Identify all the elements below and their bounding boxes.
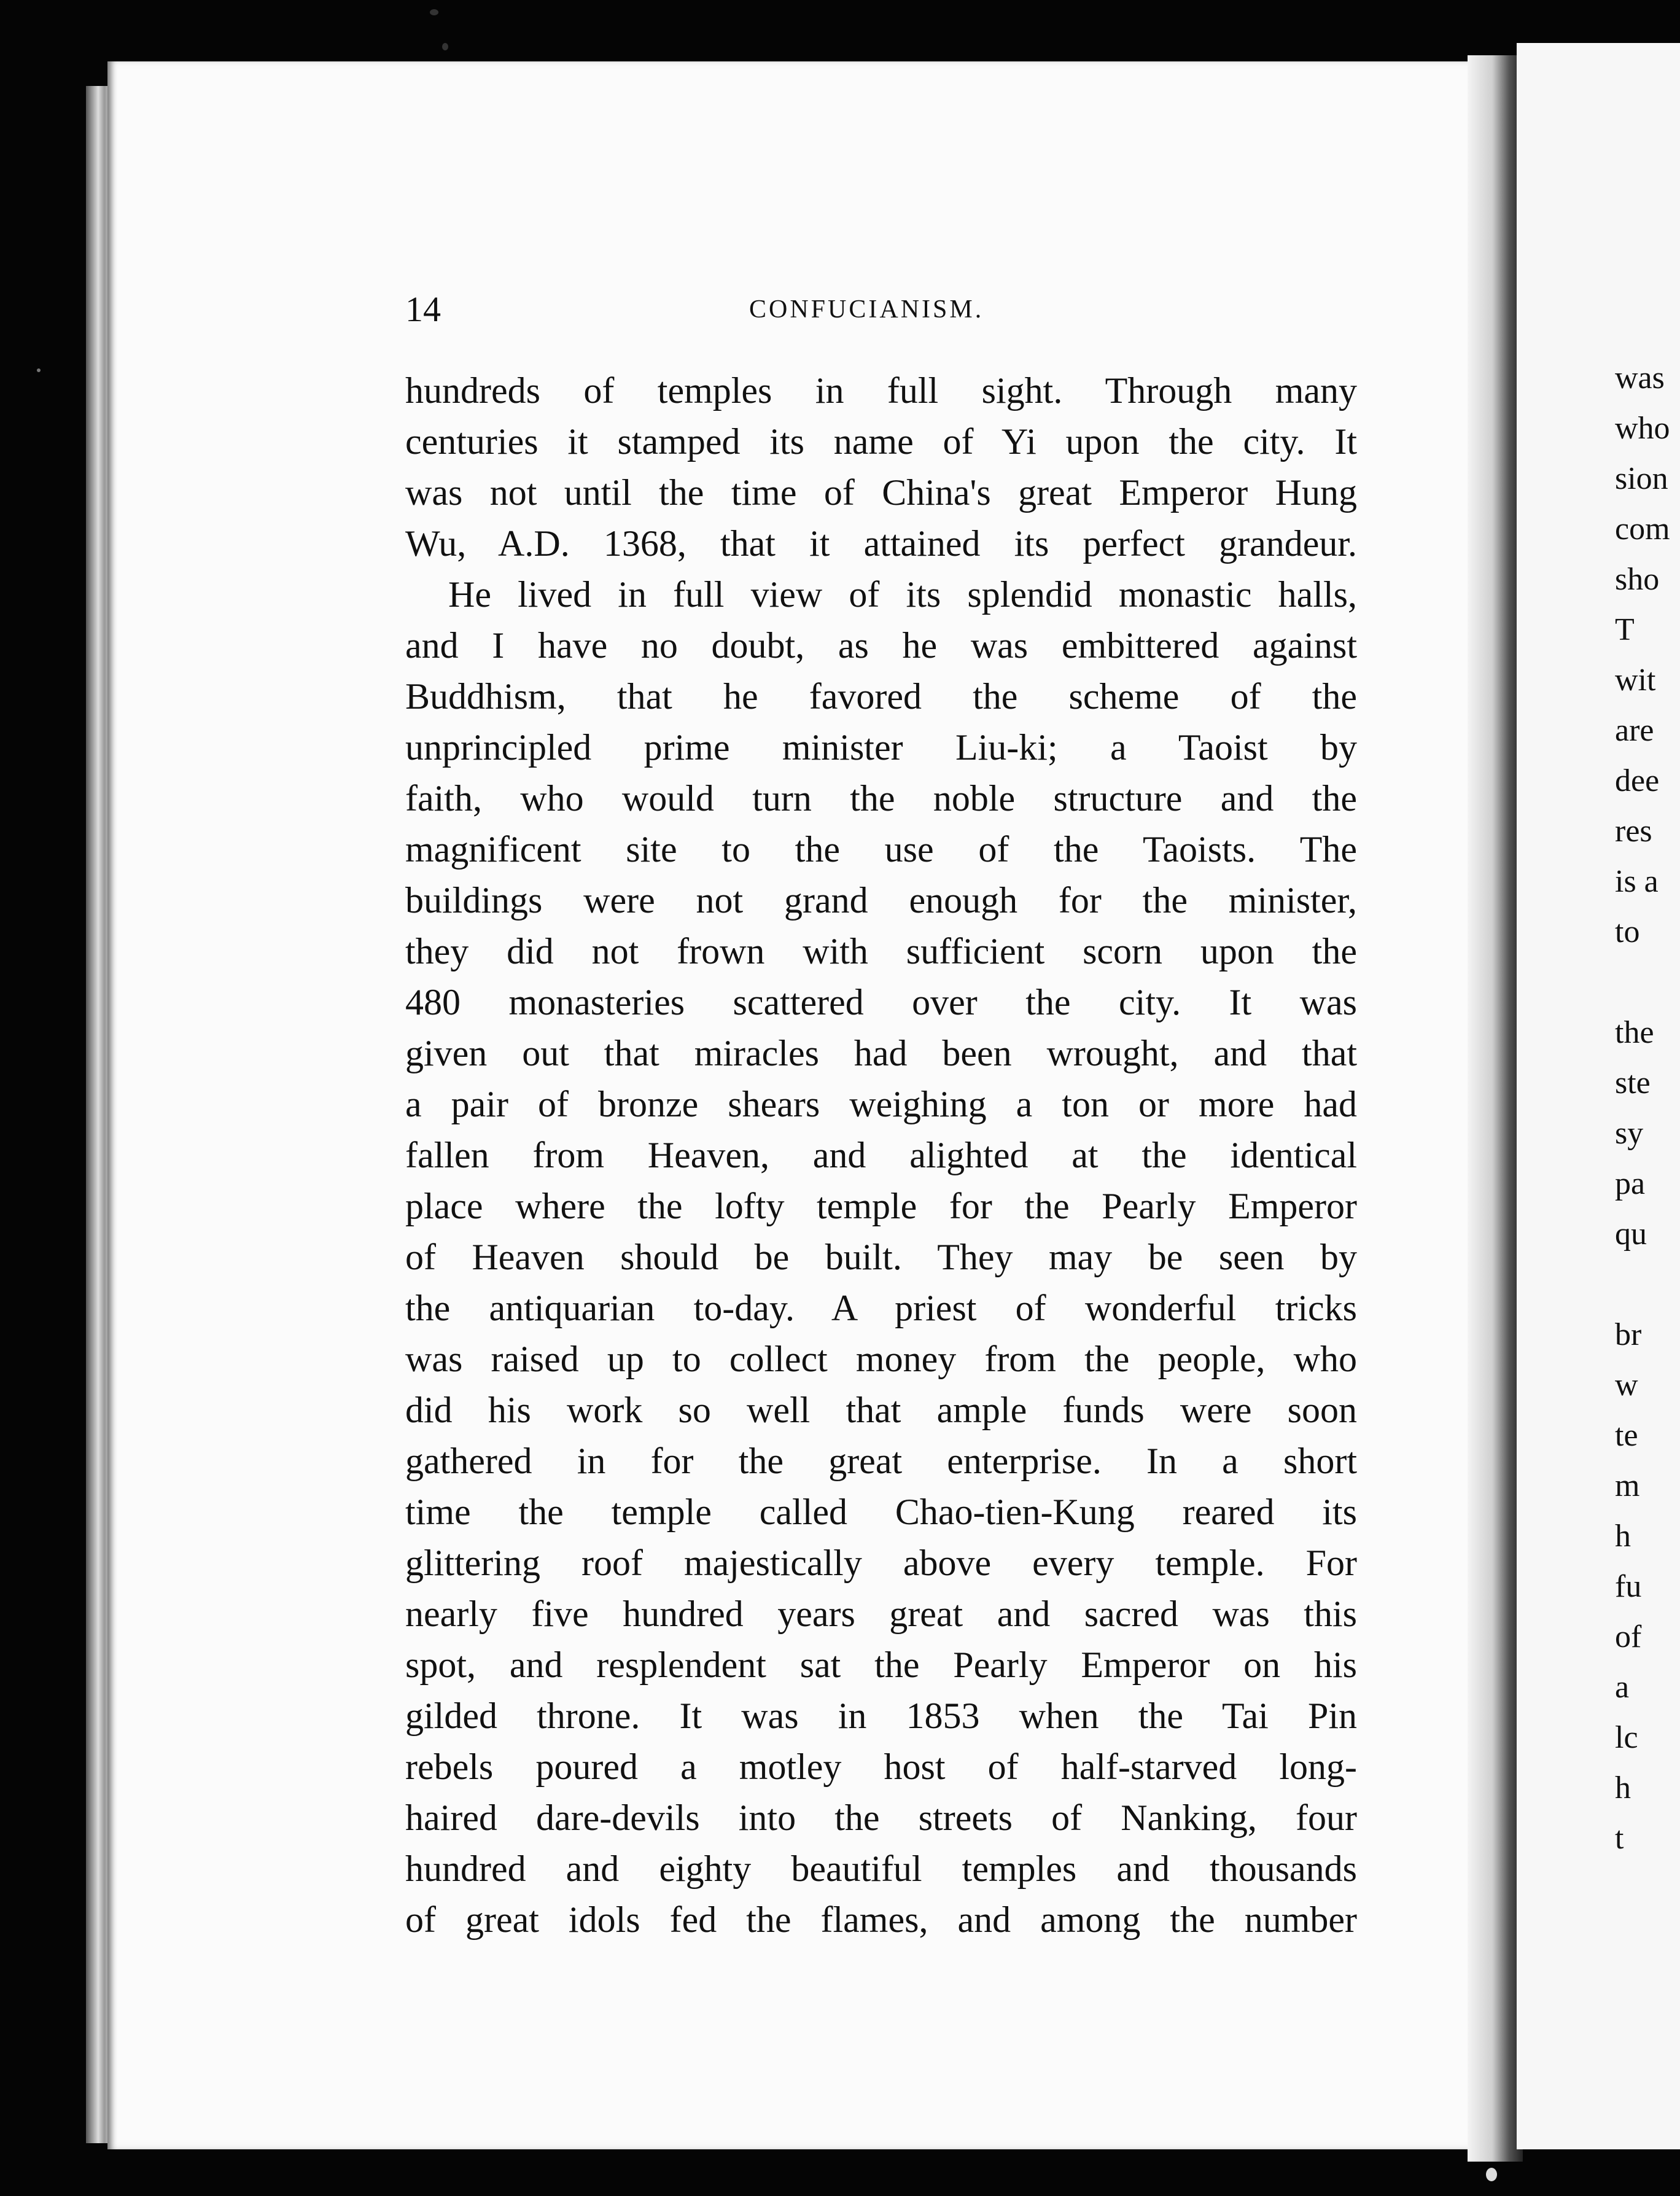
text-line: buildings were not grand enough for the minister, xyxy=(405,880,1357,921)
text-line: gathered in for the great enterprise. In a short xyxy=(405,1441,1357,1481)
facing-line: who xyxy=(1615,411,1670,446)
facing-line: h xyxy=(1615,1770,1631,1805)
facing-line xyxy=(1615,1260,1680,1310)
facing-line: pa xyxy=(1615,1166,1646,1201)
text-line: time the temple called Chao-tien-Kung reared its xyxy=(405,1492,1357,1532)
text-line: spot, and resplendent sat the Pearly Emperor on his xyxy=(405,1645,1357,1685)
text-line: a pair of bronze shears weighing a ton or more had xyxy=(405,1084,1357,1124)
text-line: centuries it stamped its name of Yi upon the city. It xyxy=(405,421,1357,462)
facing-line: br xyxy=(1615,1317,1642,1352)
text-line: He lived in full view of its splendid monastic halls, xyxy=(448,574,1357,615)
facing-line: lc xyxy=(1615,1720,1638,1755)
facing-line: res xyxy=(1615,814,1652,849)
page-number: 14 xyxy=(405,289,441,329)
facing-line: t xyxy=(1615,1821,1624,1856)
facing-line: of xyxy=(1615,1619,1642,1654)
text-line: magnificent site to the use of the Taoists. The xyxy=(405,829,1357,870)
text-line: nearly five hundred years great and sacred was this xyxy=(405,1594,1357,1634)
facing-line: te xyxy=(1615,1418,1638,1453)
text-line: Wu, A.D. 1368, that it attained its perfect grandeur. xyxy=(405,523,1357,564)
text-line: they did not frown with sufficient scorn upon the xyxy=(405,931,1357,971)
text-line: Buddhism, that he favored the scheme of the xyxy=(405,676,1357,717)
text-line: was not until the time of China's great Emperor Hung xyxy=(405,472,1357,513)
text-line: given out that miracles had been wrought, and that xyxy=(405,1033,1357,1073)
facing-page-text xyxy=(1615,353,1680,1864)
facing-line: fu xyxy=(1615,1569,1642,1604)
text-line: of great idols fed the flames, and among the number xyxy=(405,1899,1357,1940)
text-line: place where the lofty temple for the Pearly Emperor xyxy=(405,1186,1357,1226)
facing-line: was xyxy=(1615,360,1665,395)
facing-line: T xyxy=(1615,612,1635,647)
facing-line: a xyxy=(1615,1670,1630,1705)
facing-line: wit xyxy=(1615,663,1656,698)
facing-line: are xyxy=(1615,713,1654,748)
text-line: fallen from Heaven, and alighted at the identical xyxy=(405,1135,1357,1175)
facing-line: qu xyxy=(1615,1217,1647,1252)
facing-line xyxy=(1615,957,1680,1008)
running-title: CONFUCIANISM. xyxy=(749,295,984,324)
text-line: the antiquarian to-day. A priest of wonderful tricks xyxy=(405,1288,1357,1328)
text-line: did his work so well that ample funds were soon xyxy=(405,1390,1357,1430)
text-line: was raised up to collect money from the people, who xyxy=(405,1339,1357,1379)
facing-line: w xyxy=(1615,1368,1638,1403)
dust-speck xyxy=(430,9,438,15)
body-text xyxy=(405,365,1357,1945)
facing-line: m xyxy=(1615,1468,1640,1503)
text-line: unprincipled prime minister Liu-ki; a Taoist by xyxy=(405,727,1357,768)
book-gutter xyxy=(1468,55,1523,2162)
facing-line: dee xyxy=(1615,763,1660,798)
facing-line: is a xyxy=(1615,864,1659,899)
text-line: faith, who would turn the noble structure and the xyxy=(405,778,1357,819)
facing-line: sy xyxy=(1615,1116,1644,1151)
facing-line: to xyxy=(1615,914,1640,949)
dust-speck xyxy=(37,368,41,372)
facing-line: h xyxy=(1615,1519,1631,1554)
facing-line: the xyxy=(1615,1015,1654,1050)
text-line: glittering roof majestically above every temple. For xyxy=(405,1543,1357,1583)
text-line: hundreds of temples in full sight. Through many xyxy=(405,370,1357,411)
text-line: haired dare-devils into the streets of Nanking, four xyxy=(405,1797,1357,1838)
dust-speck xyxy=(442,43,448,50)
running-head xyxy=(405,289,1357,338)
facing-line: com xyxy=(1615,512,1670,547)
facing-line: sho xyxy=(1615,562,1660,597)
text-line: hundred and eighty beautiful temples and thousands xyxy=(405,1848,1357,1889)
facing-line: sion xyxy=(1615,461,1668,496)
text-line: of Heaven should be built. They may be seen by xyxy=(405,1237,1357,1277)
dust-speck xyxy=(1486,2168,1497,2181)
facing-line: ste xyxy=(1615,1065,1651,1100)
text-line: gilded throne. It was in 1853 when the Tai Pin xyxy=(405,1696,1357,1736)
text-line: and I have no doubt, as he was embittered against xyxy=(405,625,1357,666)
text-line: 480 monasteries scattered over the city. It was xyxy=(405,982,1357,1022)
text-line: rebels poured a motley host of half-starved long- xyxy=(405,1746,1357,1787)
